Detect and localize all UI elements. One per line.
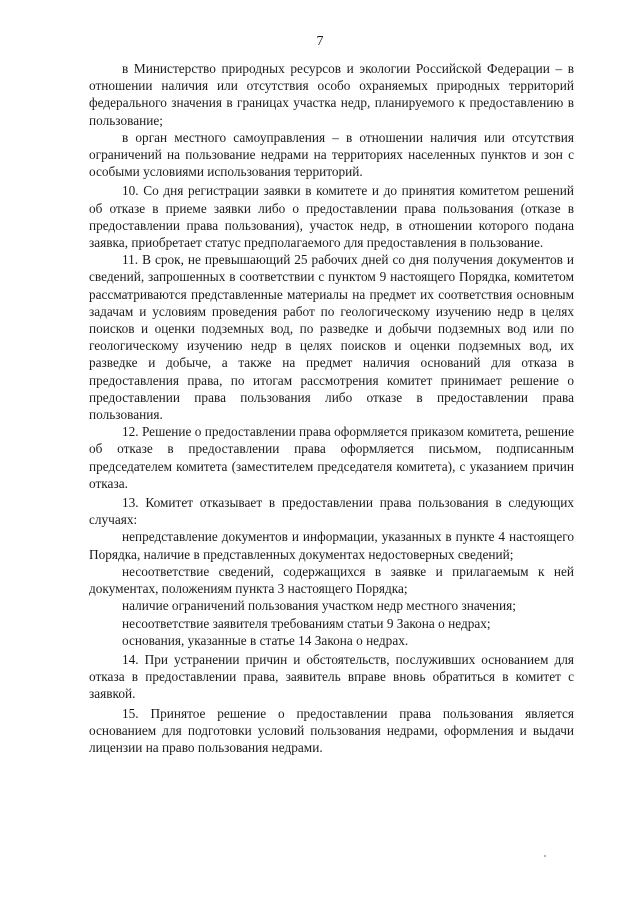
paragraph-refusal-reason-mismatch: несоответствие сведений, содержащихся в заявке и прилагаемым к ней документах, положениям пункта 3 настоящего Порядка;: [89, 563, 574, 597]
paragraph-clause-15: 15. Принятое решение о предоставлении права пользования является основанием для подготовки условий пользования недрами, оформления и выдачи лицензии на право пользования недрами.: [89, 705, 574, 755]
paragraph-refusal-reason-documents: непредставление документов и информации, указанных в пункте 4 настоящего Порядка, наличие в представленных документах недостоверных сведений;: [89, 529, 574, 562]
paragraph-clause-12: 12. Решение о предоставлении права оформляется приказом комитета, решение об отказе в предоставлении права оформляется письмом, подписанным председателем комитета (заместителем председателя комитета), с указанием причин отказа.: [89, 424, 574, 491]
paragraph-clause-13: 13. Комитет отказывает в предоставлении права пользования в следующих случаях:: [89, 495, 574, 528]
paragraph-clause-11: 11. В срок, не превышающий 25 рабочих дней со дня получения документов и сведений, запрошенных в соответствии с пунктом 9 настоящего Порядка, комитетом рассматриваются представленные материалы на предмет их соответствия основным задачам и условиям проведения работ по геологическому изучению недр в целях поисков и оценки подземных вод, по разведке и добычи подземных вод или по геологическому изучению недр в целях поисков и оценки подземных вод, их разведке и добыче, а также на предмет наличия оснований для отказа в предоставления права, по итогам рассмотрения комитет принимает решение о предоставлении права пользования либо отказе в предоставлении права пользования.: [89, 252, 574, 423]
scan-speck: [544, 855, 546, 857]
paragraph-local-government-request: в орган местного самоуправления – в отношении наличия или отсутствия ограничений на пользование недрами на территориях населенных пунктов и зон с особыми условиями использования территорий.: [89, 129, 574, 180]
paragraph-clause-10: 10. Со дня регистрации заявки в комитете и до принятия комитетом решений об отказе в приеме заявки либо о предоставлении права пользования (отказе в предоставлении права пользования), участок недр, в отношении которого подана заявка, приобретает статус предполагаемого для предоставления в пользование.: [89, 183, 574, 251]
document-body: [89, 60, 574, 756]
paragraph-refusal-reason-restrictions: наличие ограничений пользования участком недр местного значения;: [122, 598, 516, 614]
page-number: 7: [316, 34, 324, 49]
paragraph-refusal-reason-article-14: основания, указанные в статье 14 Закона о недрах.: [122, 632, 409, 648]
paragraph-clause-14: 14. При устранении причин и обстоятельств, послуживших основанием для отказа в предоставлении права, заявитель вправе вновь обратиться в комитет с заявкой.: [89, 651, 574, 702]
paragraph-ministry-request: в Министерство природных ресурсов и экологии Российской Федерации – в отношении наличия или отсутствия особо охраняемых природных территорий федерального значения в границах участка недр, планируемого к предоставлению в пользование;: [89, 61, 574, 128]
paragraph-refusal-reason-applicant: несоответствие заявителя требованиям статьи 9 Закона о недрах;: [122, 615, 491, 631]
